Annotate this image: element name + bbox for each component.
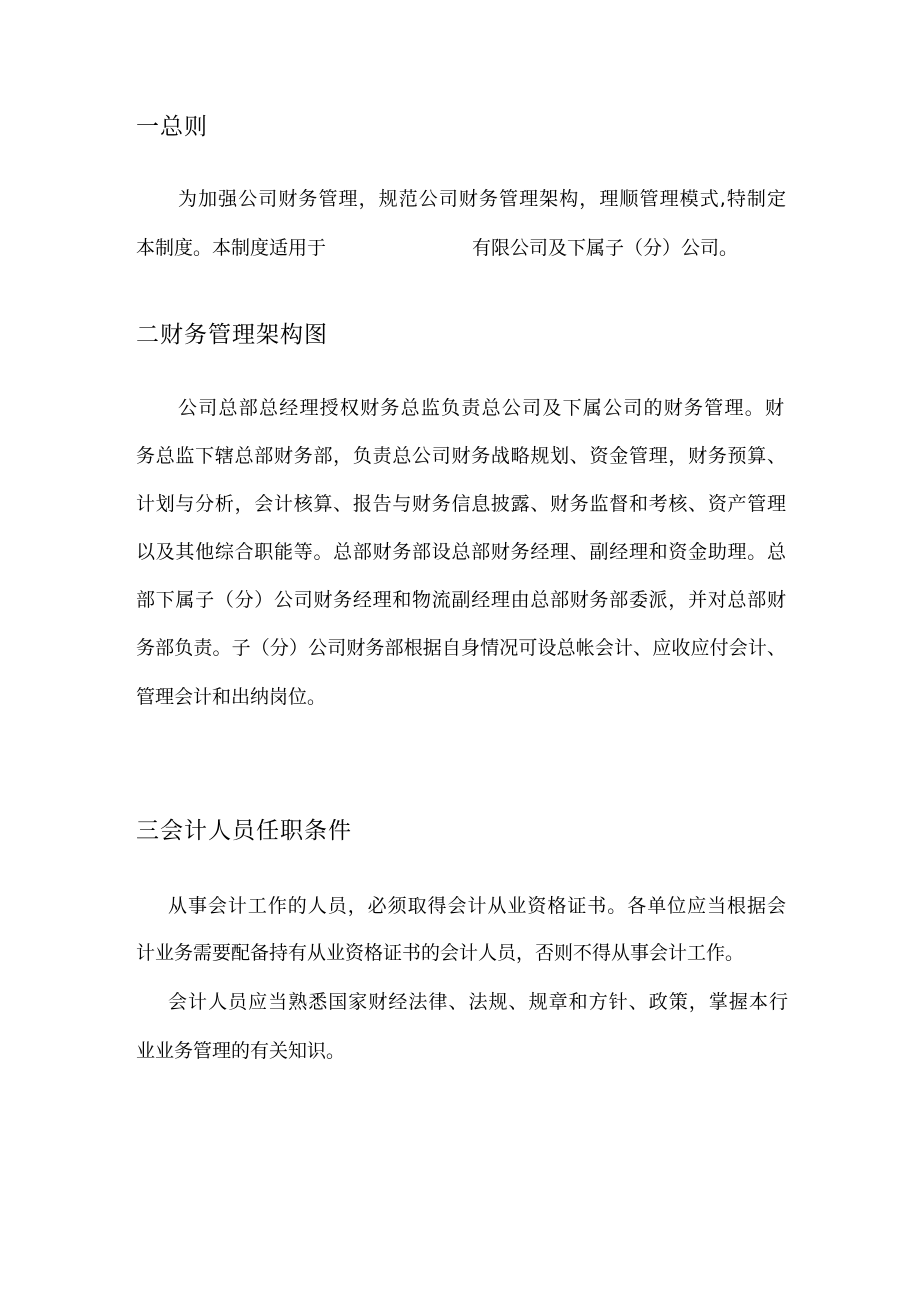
paragraph-line: 务总监下辖总部财务部，负责总公司财务战略规划、资金管理，财务预算、 <box>136 445 786 467</box>
paragraph-line: 本制度。本制度适用于 <box>136 237 327 259</box>
paragraph-line: 会计人员应当熟悉国家财经法律、法规、规章和方针、政策，掌握本行 <box>168 991 788 1013</box>
paragraph-line: 务部负责。子（分）公司财务部根据自身情况可设总帐会计、应收应付会计、 <box>136 637 786 659</box>
paragraph-line: 公司总部总经理授权财务总监负责总公司及下属公司的财务管理。财 <box>178 397 784 419</box>
paragraph-line: 计划与分析，会计核算、报告与财务信息披露、财务监督和考核、资产管理 <box>136 493 786 515</box>
paragraph-line: 业业务管理的有关知识。 <box>136 1040 346 1062</box>
paragraph-line: 有限公司及下属子（分）公司。 <box>472 237 739 259</box>
section-heading-structure: 二财务管理架构图 <box>136 322 328 348</box>
section-heading-general: 一总则 <box>136 114 208 140</box>
paragraph-line: 部下属子（分）公司财务经理和物流副经理由总部财务部委派，并对总部财 <box>136 589 786 611</box>
paragraph-line: 从事会计工作的人员，必须取得会计从业资格证书。各单位应当根据会 <box>168 895 786 917</box>
paragraph-line: 管理会计和出纳岗位。 <box>136 686 327 708</box>
section-heading-qualifications: 三会计人员任职条件 <box>136 818 352 844</box>
paragraph-line: 以及其他综合职能等。总部财务部设总部财务经理、副经理和资金助理。总 <box>136 541 786 563</box>
paragraph-line: 计业务需要配备持有从业资格证书的会计人员，否则不得从事会计工作。 <box>136 942 745 964</box>
paragraph-line: 为加强公司财务管理，规范公司财务管理架构，理顺管理模式,特制定 <box>178 188 786 210</box>
